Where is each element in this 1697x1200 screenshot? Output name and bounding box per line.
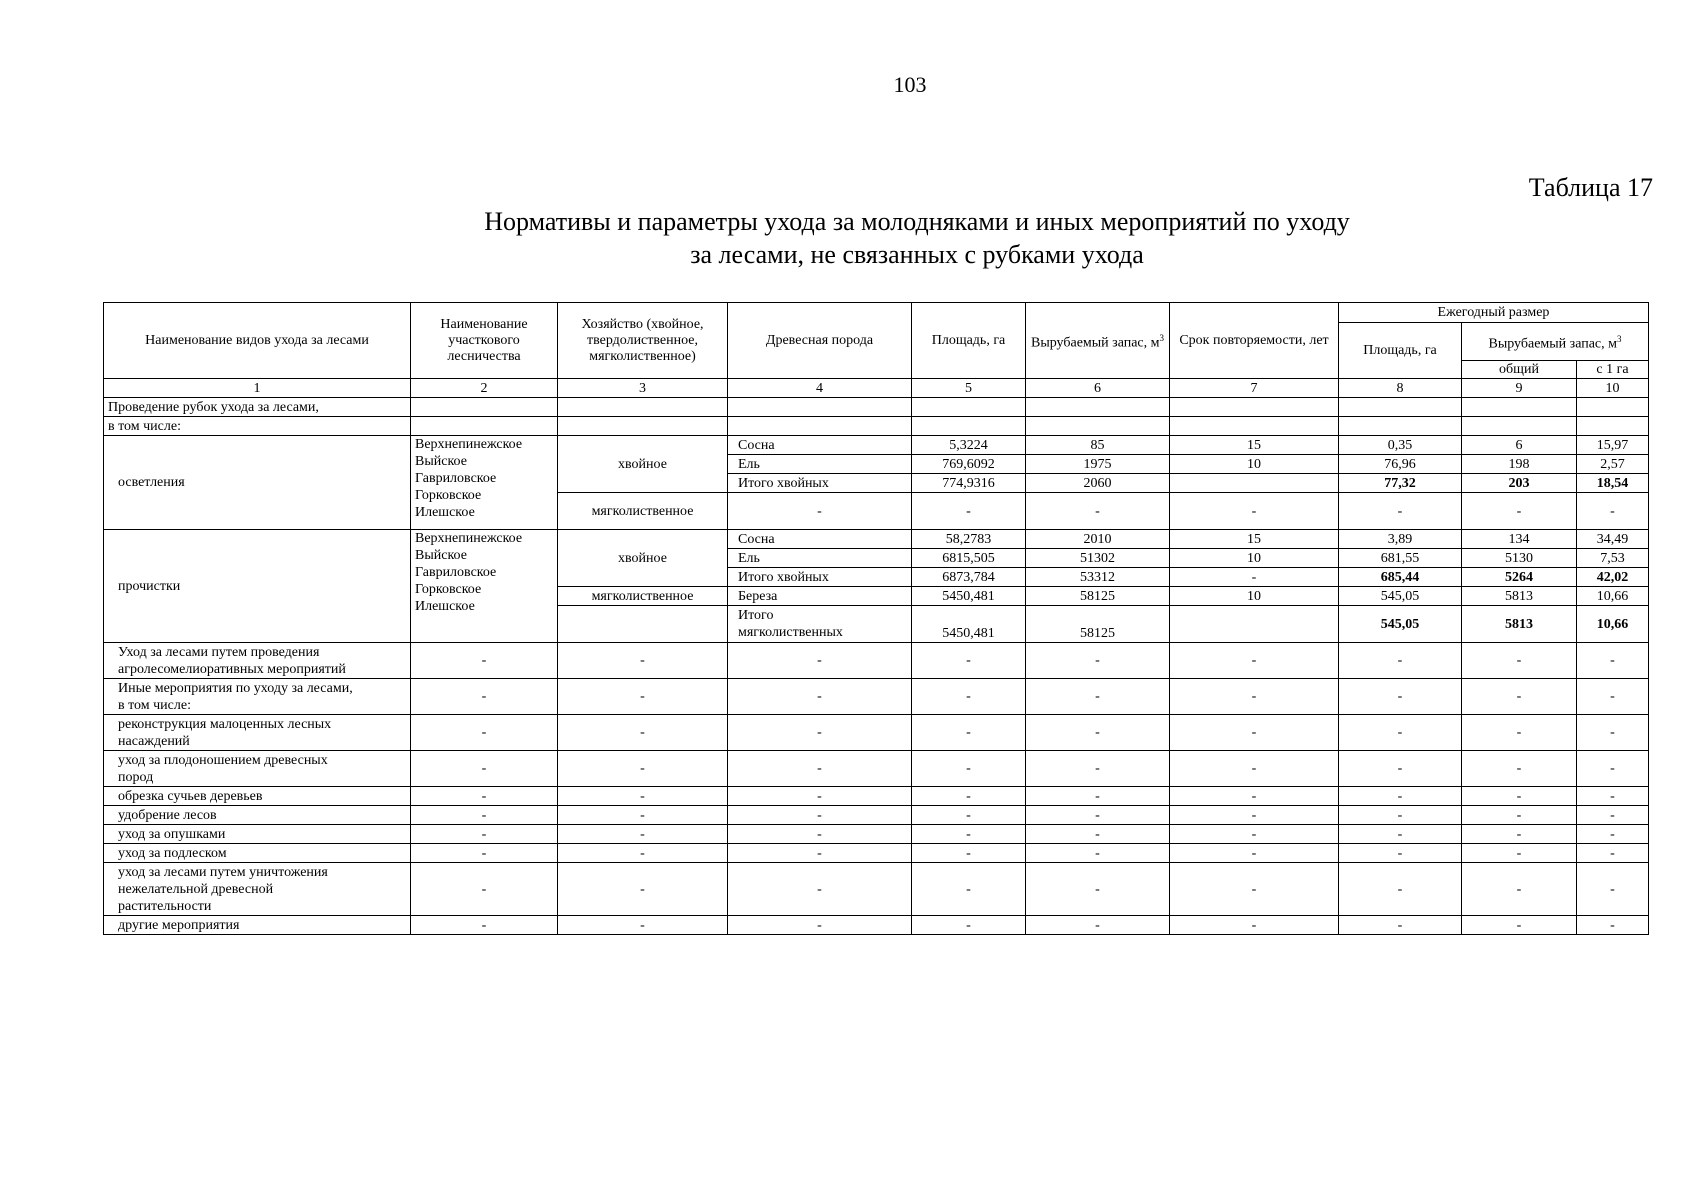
farm: - <box>558 643 728 679</box>
annual-stock-per-ha: - <box>1577 863 1649 916</box>
annual-stock-total: - <box>1462 787 1577 806</box>
stock: - <box>1026 787 1170 806</box>
column-numbers-row <box>104 379 1649 398</box>
species: - <box>728 806 912 825</box>
table-row <box>104 751 1649 787</box>
annual-stock-per-ha: - <box>1577 806 1649 825</box>
annual-area: - <box>1339 643 1462 679</box>
area: - <box>912 844 1026 863</box>
species: - <box>728 715 912 751</box>
annual-area: 681,55 <box>1339 549 1462 568</box>
species: - <box>728 844 912 863</box>
column-number: 3 <box>558 379 728 398</box>
area: - <box>912 643 1026 679</box>
forestry: - <box>411 751 558 787</box>
title-line-1: Нормативы и параметры ухода за молодняками и иных мероприятий по уходу <box>484 207 1350 236</box>
period: - <box>1170 643 1339 679</box>
forestry-list: Верхнепинежское Выйское Гавриловское Горковское Илешское <box>411 436 558 530</box>
annual-stock-total: - <box>1462 844 1577 863</box>
stock: - <box>1026 844 1170 863</box>
annual-stock-total: - <box>1462 825 1577 844</box>
species: - <box>728 825 912 844</box>
forestry: - <box>411 916 558 935</box>
forest-care-table <box>103 302 1649 935</box>
period: 10 <box>1170 549 1339 568</box>
annual-area: - <box>1339 751 1462 787</box>
annual-area: - <box>1339 844 1462 863</box>
annual-stock-per-ha: 34,49 <box>1577 530 1649 549</box>
annual-stock-per-ha: 10,66 <box>1577 606 1649 643</box>
forestry: - <box>411 863 558 916</box>
annual-area: - <box>1339 863 1462 916</box>
annual-area: 3,89 <box>1339 530 1462 549</box>
period: - <box>1170 916 1339 935</box>
care-type: реконструкция малоценных лесных насаждений <box>104 715 411 751</box>
annual-area: 685,44 <box>1339 568 1462 587</box>
care-type: уход за опушками <box>104 825 411 844</box>
header-annual: Ежегодный размер <box>1339 303 1649 323</box>
forestry: - <box>411 787 558 806</box>
table-row <box>104 530 1649 549</box>
species: Итого хвойных <box>728 474 912 493</box>
annual-area: 76,96 <box>1339 455 1462 474</box>
area: 769,6092 <box>912 455 1026 474</box>
annual-stock-total: - <box>1462 493 1577 530</box>
care-type: уход за лесами путем уничтожения нежелательной древесной растительности <box>104 863 411 916</box>
page-title <box>0 205 1697 271</box>
period: - <box>1170 825 1339 844</box>
annual-stock-per-ha: - <box>1577 825 1649 844</box>
stock: - <box>1026 916 1170 935</box>
header-annual-stock: Вырубаемый запас, $м^3$ <box>1462 323 1649 361</box>
period: - <box>1170 493 1339 530</box>
area: 58,2783 <box>912 530 1026 549</box>
stock: - <box>1026 825 1170 844</box>
area: - <box>912 787 1026 806</box>
annual-stock-per-ha: - <box>1577 751 1649 787</box>
farm: - <box>558 863 728 916</box>
farm: - <box>558 787 728 806</box>
annual-area: - <box>1339 916 1462 935</box>
period: - <box>1170 844 1339 863</box>
annual-stock-total: 198 <box>1462 455 1577 474</box>
annual-area: - <box>1339 715 1462 751</box>
column-number: 9 <box>1462 379 1577 398</box>
section-title-line-1: Проведение рубок ухода за лесами, <box>104 398 411 417</box>
stock: 51302 <box>1026 549 1170 568</box>
area: 5450,481 <box>912 606 1026 643</box>
header-per-ha: с 1 га <box>1577 361 1649 379</box>
area: 6873,784 <box>912 568 1026 587</box>
header-stock: Вырубаемый запас, $м^3$ <box>1026 303 1170 379</box>
column-number: 1 <box>104 379 411 398</box>
table-row <box>104 787 1649 806</box>
farm: - <box>558 751 728 787</box>
annual-stock-per-ha: - <box>1577 493 1649 530</box>
annual-stock-total: - <box>1462 643 1577 679</box>
column-number: 4 <box>728 379 912 398</box>
species: - <box>728 863 912 916</box>
care-type: уход за плодоношением древесных пород <box>104 751 411 787</box>
care-type-osvetleniya: осветления <box>104 436 411 530</box>
farm-soft: мягколиственное <box>558 493 728 530</box>
farm: - <box>558 825 728 844</box>
annual-stock-total: - <box>1462 806 1577 825</box>
annual-stock-total: - <box>1462 863 1577 916</box>
forestry: - <box>411 806 558 825</box>
period: - <box>1170 715 1339 751</box>
area: - <box>912 825 1026 844</box>
table-row <box>104 863 1649 916</box>
table-row <box>104 916 1649 935</box>
page-number: 103 <box>893 72 927 97</box>
column-number: 8 <box>1339 379 1462 398</box>
annual-stock-per-ha: - <box>1577 715 1649 751</box>
area: 774,9316 <box>912 474 1026 493</box>
annual-area: 545,05 <box>1339 606 1462 643</box>
care-type: другие мероприятия <box>104 916 411 935</box>
table-row <box>104 436 1649 455</box>
annual-stock-per-ha: 18,54 <box>1577 474 1649 493</box>
annual-stock-total: 6 <box>1462 436 1577 455</box>
area: 6815,505 <box>912 549 1026 568</box>
stock: - <box>1026 643 1170 679</box>
stock: 1975 <box>1026 455 1170 474</box>
annual-stock-total: 5813 <box>1462 606 1577 643</box>
care-type: Иные мероприятия по уходу за лесами, в том числе: <box>104 679 411 715</box>
area: - <box>912 863 1026 916</box>
header-period: Срок повторяемости, лет <box>1170 303 1339 379</box>
forestry: - <box>411 679 558 715</box>
species: Ель <box>728 455 912 474</box>
annual-stock-total: 5813 <box>1462 587 1577 606</box>
annual-stock-per-ha: 2,57 <box>1577 455 1649 474</box>
stock: - <box>1026 679 1170 715</box>
area: - <box>912 715 1026 751</box>
species: Итого хвойных <box>728 568 912 587</box>
period: - <box>1170 863 1339 916</box>
stock: 2010 <box>1026 530 1170 549</box>
annual-area: - <box>1339 806 1462 825</box>
header-total: общий <box>1462 361 1577 379</box>
annual-stock-total: 5264 <box>1462 568 1577 587</box>
annual-stock-total: 203 <box>1462 474 1577 493</box>
annual-area: 0,35 <box>1339 436 1462 455</box>
care-type: удобрение лесов <box>104 806 411 825</box>
table-row <box>104 825 1649 844</box>
annual-stock-per-ha: - <box>1577 643 1649 679</box>
farm-coniferous: хвойное <box>558 530 728 587</box>
period: 15 <box>1170 530 1339 549</box>
farm: - <box>558 916 728 935</box>
farm: - <box>558 679 728 715</box>
annual-stock-total: - <box>1462 916 1577 935</box>
annual-stock-total: 5130 <box>1462 549 1577 568</box>
species: Итого мягколиственных <box>728 606 912 643</box>
species: Сосна <box>728 530 912 549</box>
column-number: 2 <box>411 379 558 398</box>
table-row <box>104 643 1649 679</box>
forestry: - <box>411 825 558 844</box>
period: - <box>1170 787 1339 806</box>
title-line-2: за лесами, не связанных с рубками ухода <box>690 240 1144 269</box>
period: - <box>1170 806 1339 825</box>
annual-area: - <box>1339 825 1462 844</box>
stock: 85 <box>1026 436 1170 455</box>
stock: 58125 <box>1026 606 1170 643</box>
farm: - <box>558 715 728 751</box>
table-row <box>104 679 1649 715</box>
area: - <box>912 679 1026 715</box>
care-type: Уход за лесами путем проведения агролесомелиоративных мероприятий <box>104 643 411 679</box>
header-care-type: Наименование видов ухода за лесами <box>104 303 411 379</box>
annual-stock-per-ha: - <box>1577 844 1649 863</box>
farm: - <box>558 806 728 825</box>
table-row <box>104 844 1649 863</box>
stock: - <box>1026 751 1170 787</box>
column-number: 7 <box>1170 379 1339 398</box>
annual-stock-per-ha: 7,53 <box>1577 549 1649 568</box>
header-farm: Хозяйство (хвойное, твердолиственное, мягколиственное) <box>558 303 728 379</box>
annual-area: - <box>1339 787 1462 806</box>
stock: - <box>1026 806 1170 825</box>
period <box>1170 474 1339 493</box>
period: - <box>1170 568 1339 587</box>
column-number: 10 <box>1577 379 1649 398</box>
header-annual-area: Площадь, га <box>1339 323 1462 379</box>
table-row <box>104 806 1649 825</box>
annual-stock-per-ha: 10,66 <box>1577 587 1649 606</box>
stock: - <box>1026 863 1170 916</box>
stock: - <box>1026 715 1170 751</box>
header-species: Древесная порода <box>728 303 912 379</box>
species: - <box>728 493 912 530</box>
forestry: - <box>411 715 558 751</box>
period: - <box>1170 679 1339 715</box>
species: - <box>728 787 912 806</box>
table-label: Таблица 17 <box>1528 173 1653 202</box>
species: Ель <box>728 549 912 568</box>
annual-area: 545,05 <box>1339 587 1462 606</box>
section-title-row <box>104 417 1649 436</box>
forestry: - <box>411 643 558 679</box>
section-title-row <box>104 398 1649 417</box>
period: 15 <box>1170 436 1339 455</box>
period: 10 <box>1170 455 1339 474</box>
farm-soft: мягколиственное <box>558 587 728 606</box>
annual-area: 77,32 <box>1339 474 1462 493</box>
care-type: уход за подлеском <box>104 844 411 863</box>
period: - <box>1170 751 1339 787</box>
care-type: обрезка сучьев деревьев <box>104 787 411 806</box>
area: - <box>912 806 1026 825</box>
column-number: 5 <box>912 379 1026 398</box>
stock: 2060 <box>1026 474 1170 493</box>
species: - <box>728 643 912 679</box>
forestry-list: Верхнепинежское Выйское Гавриловское Горковское Илешское <box>411 530 558 643</box>
header-area: Площадь, га <box>912 303 1026 379</box>
species: - <box>728 916 912 935</box>
section-title-line-2: в том числе: <box>104 417 411 436</box>
annual-stock-total: 134 <box>1462 530 1577 549</box>
area: 5450,481 <box>912 587 1026 606</box>
annual-stock-total: - <box>1462 715 1577 751</box>
annual-stock-per-ha: 15,97 <box>1577 436 1649 455</box>
stock: 58125 <box>1026 587 1170 606</box>
stock: 53312 <box>1026 568 1170 587</box>
forestry: - <box>411 844 558 863</box>
period: 10 <box>1170 587 1339 606</box>
farm-coniferous: хвойное <box>558 436 728 493</box>
area: - <box>912 751 1026 787</box>
species: - <box>728 679 912 715</box>
table-row <box>104 715 1649 751</box>
annual-stock-total: - <box>1462 751 1577 787</box>
annual-area: - <box>1339 493 1462 530</box>
annual-stock-per-ha: - <box>1577 916 1649 935</box>
stock: - <box>1026 493 1170 530</box>
annual-stock-per-ha: - <box>1577 679 1649 715</box>
annual-area: - <box>1339 679 1462 715</box>
farm: - <box>558 844 728 863</box>
area: - <box>912 916 1026 935</box>
column-number: 6 <box>1026 379 1170 398</box>
care-type-prochistki: прочистки <box>104 530 411 643</box>
area: 5,3224 <box>912 436 1026 455</box>
header-forestry: Наименование участкового лесничества <box>411 303 558 379</box>
species: - <box>728 751 912 787</box>
annual-stock-total: - <box>1462 679 1577 715</box>
annual-stock-per-ha: 42,02 <box>1577 568 1649 587</box>
annual-stock-per-ha: - <box>1577 787 1649 806</box>
species: Береза <box>728 587 912 606</box>
area: - <box>912 493 1026 530</box>
species: Сосна <box>728 436 912 455</box>
